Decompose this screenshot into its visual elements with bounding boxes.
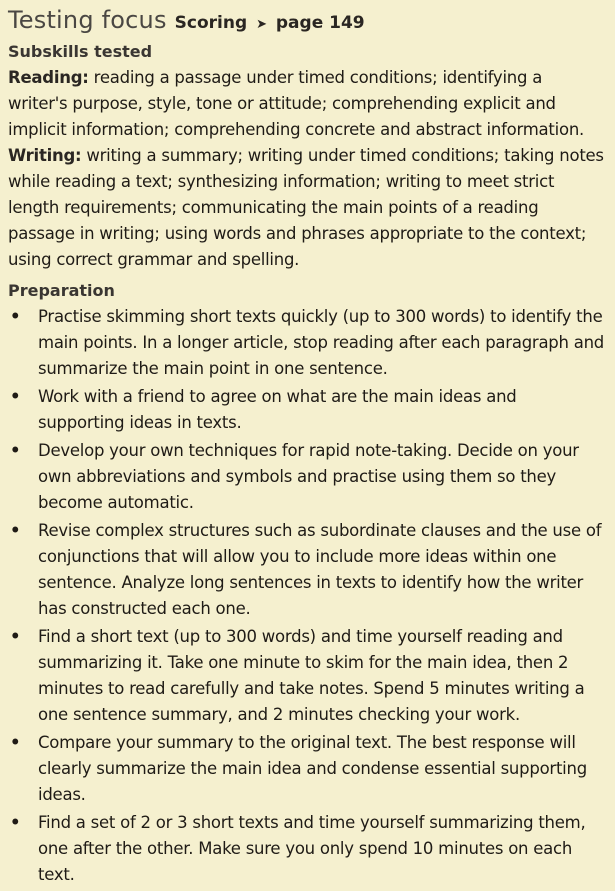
writing-text: writing a summary; writing under timed conditions; taking notes while reading a text; synthesizing information; writing to meet strict length requirements; communicating the main points of a reading passage in writing; using words and phrases appropriate to the context; using correct grammar and spelling. <box>8 146 604 269</box>
list-item-text: Revise complex structures such as subordinate clauses and the use of conjunctions that will allow you to include more ideas within one sentence. Analyze long sentences in texts to identify how the writer has constructed each one. <box>38 521 602 618</box>
list-item <box>8 730 605 808</box>
bullet-icon: • <box>10 521 21 540</box>
reading-label: Reading: <box>8 68 89 87</box>
header <box>8 6 605 34</box>
bullet-icon: • <box>10 441 21 460</box>
bullet-icon: • <box>10 387 21 406</box>
list-item <box>8 810 605 888</box>
bullet-icon: • <box>10 813 21 832</box>
arrow-icon: ➤ <box>256 17 267 32</box>
subskills-heading: Subskills tested <box>8 42 153 61</box>
writing-label: Writing: <box>8 146 82 165</box>
bullet-icon: • <box>10 627 21 646</box>
list-item-text: Practise skimming short texts quickly (up to 300 words) to identify the main points. In a longer article, stop reading after each paragraph and summarize the main point in one sentence. <box>38 307 605 378</box>
list-item <box>8 438 605 516</box>
reading-text: reading a passage under timed conditions; identifying a writer's purpose, style, tone or attitude; comprehending explicit and implicit information; comprehending concrete and abstract information. <box>8 68 585 139</box>
reading-paragraph <box>8 65 605 143</box>
page-title: Testing focus <box>8 6 167 34</box>
preparation-heading: Preparation <box>8 281 115 300</box>
scoring-label: Scoring <box>174 13 248 33</box>
list-item <box>8 304 605 382</box>
list-item-text: Find a set of 2 or 3 short texts and time yourself summarizing them, one after the other. Make sure you only spend 10 minutes on each text. <box>38 813 586 884</box>
bullet-icon: • <box>10 307 21 326</box>
list-item-text: Work with a friend to agree on what are the main ideas and supporting ideas in texts. <box>38 387 517 432</box>
writing-paragraph <box>8 143 605 273</box>
list-item <box>8 624 605 728</box>
preparation-list <box>8 304 605 888</box>
page-reference: page 149 <box>275 13 365 33</box>
list-item-text: Compare your summary to the original text. The best response will clearly summarize the main idea and condense essential supporting ideas. <box>38 733 587 804</box>
list-item <box>8 384 605 436</box>
list-item <box>8 518 605 622</box>
list-item-text: Develop your own techniques for rapid note-taking. Decide on your own abbreviations and symbols and practise using them so they become automatic. <box>38 441 579 512</box>
bullet-icon: • <box>10 733 21 752</box>
list-item-text: Find a short text (up to 300 words) and time yourself reading and summarizing it. Take one minute to skim for the main idea, then 2 minutes to read carefully and take notes. Spend 5 minutes writing a one sentence summary, and 2 minutes checking your work. <box>38 627 585 724</box>
scoring-reference <box>175 13 365 33</box>
